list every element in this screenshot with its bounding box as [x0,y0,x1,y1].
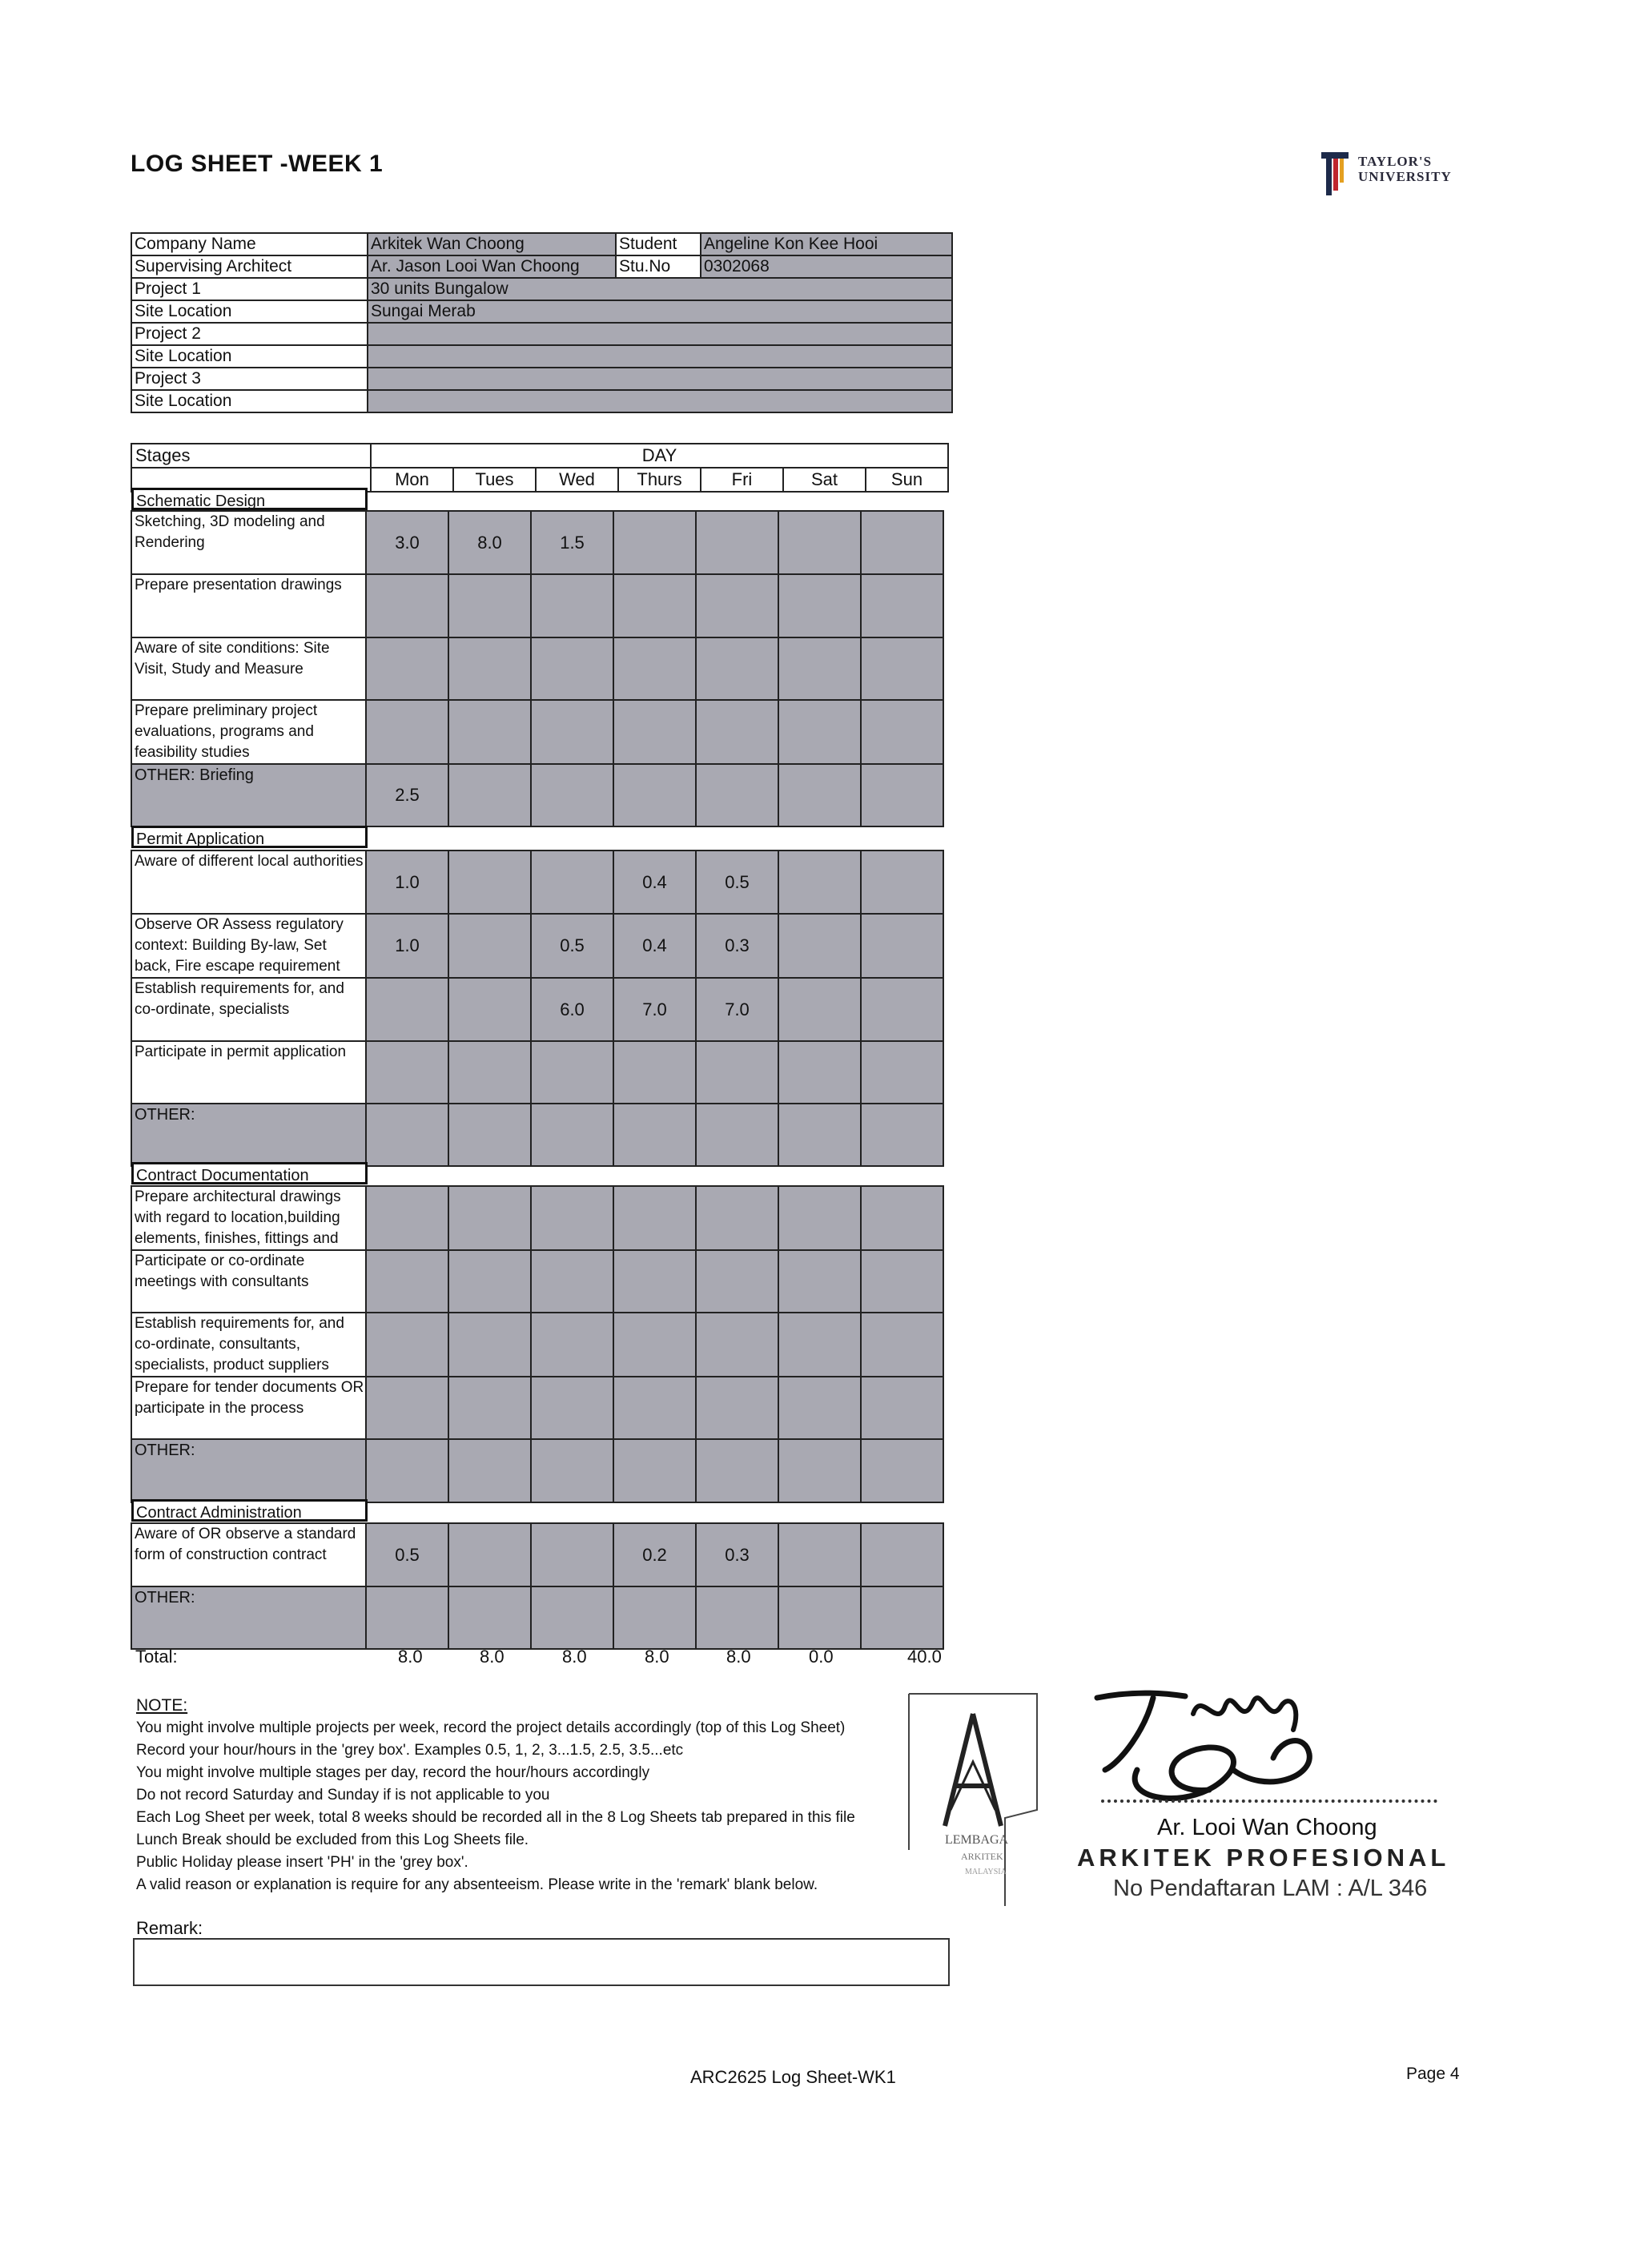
architect-label: Supervising Architect [131,255,368,278]
site3-label: Site Location [131,390,368,412]
stage-description: Prepare for tender documents OR participate in the process [131,1377,366,1439]
day-header: Sat [783,468,866,492]
table-row [131,637,943,700]
remark-label: Remark: [136,1918,203,1938]
table-row [131,1313,943,1377]
hours-cell[interactable] [861,914,943,978]
hours-cell[interactable] [778,637,861,700]
note-line: A valid reason or explanation is require for any absenteeism. Please write in the 'remark' blank below. [136,1876,818,1893]
stage-description: OTHER: [131,1586,366,1649]
section-table [131,850,944,1167]
hours-cell[interactable] [613,764,696,826]
note-line: Each Log Sheet per week, total 8 weeks should be recorded all in the 8 Log Sheets tab prepared in this file [136,1809,855,1826]
hours-cell[interactable] [861,1313,943,1377]
page-number: Page 4 [1406,2065,1460,2083]
hours-cell[interactable] [778,1186,861,1250]
table-row [131,914,943,978]
hours-cell[interactable] [531,700,613,764]
day-header: Fri [701,468,783,492]
total-value: 8.0 [726,1647,751,1667]
hours-cell[interactable] [366,700,448,764]
hours-cell[interactable] [366,1250,448,1313]
hours-cell[interactable] [613,574,696,637]
table-row [131,1041,943,1104]
total-value: 8.0 [645,1647,669,1667]
table-row [131,764,943,826]
table-row [131,850,943,914]
hours-cell[interactable] [613,637,696,700]
hours-cell[interactable] [778,1041,861,1104]
stage-description: Observe OR Assess regulatory context: Building By-law, Set back, Fire escape requirement [131,914,366,978]
remark-input[interactable] [133,1938,950,1986]
day-header: Mon [371,468,453,492]
stages-label: Stages [131,444,371,468]
hours-cell[interactable] [366,574,448,637]
company-name-field[interactable]: Arkitek Wan Choong [368,233,616,255]
hours-cell[interactable] [778,700,861,764]
total-label: Total: [135,1647,178,1667]
day-header: Sun [866,468,948,492]
stage-description: OTHER: [131,1439,366,1502]
hours-cell[interactable] [778,511,861,574]
section-table [131,510,944,827]
hours-cell[interactable]: 2.5 [366,764,448,826]
hours-cell[interactable] [448,1377,531,1439]
stage-description: Prepare presentation drawings [131,574,366,637]
svg-text:MALAYSIA: MALAYSIA [965,1868,1007,1876]
hours-cell[interactable] [861,978,943,1041]
hours-cell[interactable] [448,1250,531,1313]
note-line: Lunch Break should be excluded from this Log Sheets file. [136,1832,529,1848]
signatory-title: ARKITEK PROFESIONAL [1077,1844,1450,1872]
site1-field[interactable]: Sungai Merab [368,300,952,323]
hours-cell[interactable] [613,700,696,764]
hours-cell[interactable] [366,1313,448,1377]
student-label: Student [616,233,701,255]
hours-cell[interactable] [366,1377,448,1439]
note-line: Do not record Saturday and Sunday if is not applicable to you [136,1787,550,1804]
hours-cell[interactable] [778,978,861,1041]
hours-cell[interactable] [366,978,448,1041]
hours-cell[interactable] [448,1439,531,1502]
table-row [131,574,943,637]
stage-description: Sketching, 3D modeling and Rendering [131,511,366,574]
hours-cell[interactable] [613,1377,696,1439]
hours-cell[interactable] [778,1104,861,1166]
hours-cell[interactable] [861,1104,943,1166]
note-line: Record your hour/hours in the 'grey box'. Examples 0.5, 1, 2, 3...1.5, 2.5, 3.5...etc [136,1742,684,1759]
svg-text:ARKITEK: ARKITEK [961,1851,1003,1862]
note-line: You might involve multiple stages per day, record the hour/hours accordingly [136,1764,650,1781]
total-value: 40.0 [907,1647,942,1667]
hours-cell[interactable] [861,764,943,826]
signatory-registration: No Pendaftaran LAM : A/L 346 [1113,1876,1428,1901]
hours-cell[interactable] [531,637,613,700]
table-row [131,1250,943,1313]
hours-cell[interactable] [861,1586,943,1649]
hours-cell[interactable] [778,764,861,826]
page-title: LOG SHEET -WEEK 1 [131,151,384,177]
hours-cell[interactable] [861,1186,943,1250]
hours-cell[interactable]: 1.5 [531,511,613,574]
total-value: 8.0 [480,1647,504,1667]
stages-header [131,443,949,493]
day-header: Wed [536,468,618,492]
hours-cell[interactable]: 0.5 [531,914,613,978]
hours-cell[interactable] [448,850,531,914]
hours-cell[interactable] [613,1313,696,1377]
hours-cell[interactable] [448,700,531,764]
hours-cell[interactable] [861,700,943,764]
hours-cell[interactable] [861,1377,943,1439]
hours-cell[interactable] [778,914,861,978]
hours-cell[interactable] [366,1041,448,1104]
hours-cell[interactable] [778,574,861,637]
hours-cell[interactable] [696,1313,778,1377]
hours-cell[interactable] [696,574,778,637]
project3-field[interactable] [368,368,952,390]
notes-block [136,1695,855,1896]
hours-cell[interactable] [613,1186,696,1250]
hours-cell[interactable]: 1.0 [366,850,448,914]
hours-cell[interactable] [778,1250,861,1313]
hours-cell[interactable] [861,1041,943,1104]
hours-cell[interactable] [696,1250,778,1313]
hours-cell[interactable]: 7.0 [696,978,778,1041]
stage-description: Prepare architectural drawings with regard to location,building elements, finishes, fittings and [131,1186,366,1250]
total-value: 0.0 [809,1647,834,1667]
table-row [131,1439,943,1502]
site1-label: Site Location [131,300,368,323]
hours-cell[interactable] [531,850,613,914]
note-line: You might involve multiple projects per week, record the project details accordingly (top of this Log Sheet) [136,1719,846,1736]
section-label: Contract Administration [131,1499,368,1522]
stuno-field[interactable]: 0302068 [701,255,952,278]
hours-cell[interactable] [696,1104,778,1166]
hours-cell[interactable] [861,850,943,914]
stage-description: Aware of site conditions: Site Visit, Study and Measure [131,637,366,700]
architect-field[interactable]: Ar. Jason Looi Wan Choong [368,255,616,278]
hours-cell[interactable] [448,1104,531,1166]
hours-cell[interactable] [696,1439,778,1502]
hours-cell[interactable] [366,637,448,700]
signatory-name: Ar. Looi Wan Choong [1157,1815,1377,1840]
total-value: 8.0 [398,1647,423,1667]
stage-description: Prepare preliminary project evaluations, programs and feasibility studies [131,700,366,764]
stage-description: OTHER: [131,1104,366,1166]
footer-text: ARC2625 Log Sheet-WK1 [690,2067,896,2087]
table-row [131,1186,943,1250]
stage-description: Aware of different local authorities [131,850,366,914]
table-row [131,1377,943,1439]
hours-cell[interactable] [696,1586,778,1649]
hours-cell[interactable] [778,1313,861,1377]
day-label: DAY [371,444,948,468]
hours-cell[interactable] [448,978,531,1041]
hours-cell[interactable] [448,764,531,826]
section-label: Permit Application [131,826,368,848]
hours-cell[interactable]: 0.4 [613,850,696,914]
hours-cell[interactable] [448,914,531,978]
day-header: Tues [453,468,536,492]
svg-text:LEMBAGA: LEMBAGA [945,1833,1009,1847]
table-row [131,978,943,1041]
hours-cell[interactable] [696,637,778,700]
hours-cell[interactable] [613,1250,696,1313]
hours-cell[interactable] [613,1439,696,1502]
hours-cell[interactable] [696,511,778,574]
hours-cell[interactable] [613,1104,696,1166]
hours-cell[interactable]: 8.0 [448,511,531,574]
hours-cell[interactable] [366,1104,448,1166]
note-line: Public Holiday please insert 'PH' in the 'grey box'. [136,1854,468,1871]
stage-description: OTHER: Briefing [131,764,366,826]
stage-description: Establish requirements for, and co-ordinate, specialists [131,978,366,1041]
site3-field[interactable] [368,390,952,412]
hours-cell[interactable] [861,1523,943,1586]
hours-cell[interactable] [531,764,613,826]
hours-cell[interactable] [778,850,861,914]
hours-cell[interactable] [696,700,778,764]
hours-cell[interactable] [613,1041,696,1104]
hours-cell[interactable] [696,764,778,826]
site2-label: Site Location [131,345,368,368]
hours-cell[interactable] [531,1041,613,1104]
hours-cell[interactable]: 0.3 [696,1523,778,1586]
stage-description: Aware of OR observe a standard form of construction contract [131,1523,366,1586]
hours-cell[interactable] [778,1523,861,1586]
hours-cell[interactable]: 0.5 [696,850,778,914]
hours-cell[interactable] [778,1377,861,1439]
hours-cell[interactable] [613,511,696,574]
stage-description: Participate or co-ordinate meetings with consultants [131,1250,366,1313]
project1-field[interactable]: 30 units Bungalow [368,278,952,300]
table-row [131,700,943,764]
section-table [131,1185,944,1503]
hours-cell[interactable] [696,1186,778,1250]
hours-cell[interactable] [531,1439,613,1502]
project2-field[interactable] [368,323,952,345]
hours-cell[interactable] [531,1104,613,1166]
taylors-university-logo: TAYLOR'S UNIVERSITY [1321,152,1449,197]
hours-cell[interactable] [531,1377,613,1439]
hours-cell[interactable]: 6.0 [531,978,613,1041]
section-label: Schematic Design [131,488,368,510]
hours-cell[interactable] [531,1523,613,1586]
signature-icon [1089,1682,1329,1818]
hours-cell[interactable] [531,1186,613,1250]
hours-cell[interactable] [448,1313,531,1377]
project2-label: Project 2 [131,323,368,345]
hours-cell[interactable] [366,1586,448,1649]
hours-cell[interactable] [778,1439,861,1502]
hours-cell[interactable] [696,1377,778,1439]
hours-cell[interactable] [861,1250,943,1313]
hours-cell[interactable]: 0.2 [613,1523,696,1586]
hours-cell[interactable] [366,1186,448,1250]
hours-cell[interactable] [861,1439,943,1502]
hours-cell[interactable] [861,511,943,574]
hours-cell[interactable] [531,1250,613,1313]
table-row [131,1586,943,1649]
stuno-label: Stu.No [616,255,701,278]
hours-cell[interactable] [531,1586,613,1649]
hours-cell[interactable] [448,574,531,637]
signature-line [1101,1800,1437,1803]
hours-cell[interactable]: 1.0 [366,914,448,978]
hours-cell[interactable] [448,1523,531,1586]
student-field[interactable]: Angeline Kon Kee Hooi [701,233,952,255]
project1-label: Project 1 [131,278,368,300]
hours-cell[interactable]: 0.5 [366,1523,448,1586]
stage-description: Participate in permit application [131,1041,366,1104]
hours-cell[interactable] [531,574,613,637]
notes-title: NOTE: [136,1696,188,1715]
hours-cell[interactable] [448,637,531,700]
table-row [131,1104,943,1166]
hours-cell[interactable] [448,1041,531,1104]
hours-cell[interactable] [778,1586,861,1649]
project3-label: Project 3 [131,368,368,390]
hours-cell[interactable] [366,1439,448,1502]
hours-cell[interactable] [861,637,943,700]
hours-cell[interactable] [448,1586,531,1649]
hours-cell[interactable] [696,1041,778,1104]
hours-cell[interactable]: 7.0 [613,978,696,1041]
table-row [131,1523,943,1586]
table-row [131,511,943,574]
project-info-table [131,232,953,413]
hours-cell[interactable]: 3.0 [366,511,448,574]
site2-field[interactable] [368,345,952,368]
stage-description: Establish requirements for, and co-ordinate, consultants, specialists, product suppliers [131,1313,366,1377]
company-name-label: Company Name [131,233,368,255]
total-value: 8.0 [562,1647,587,1667]
logo-mark-icon [1321,152,1349,197]
section-label: Contract Documentation [131,1162,368,1184]
hours-cell[interactable] [531,1313,613,1377]
hours-cell[interactable]: 0.3 [696,914,778,978]
hours-cell[interactable] [613,1586,696,1649]
lam-stamp-icon [901,1690,1045,1906]
hours-cell[interactable] [861,574,943,637]
hours-cell[interactable]: 0.4 [613,914,696,978]
day-header: Thurs [618,468,701,492]
hours-cell[interactable] [448,1186,531,1250]
section-table [131,1522,944,1650]
